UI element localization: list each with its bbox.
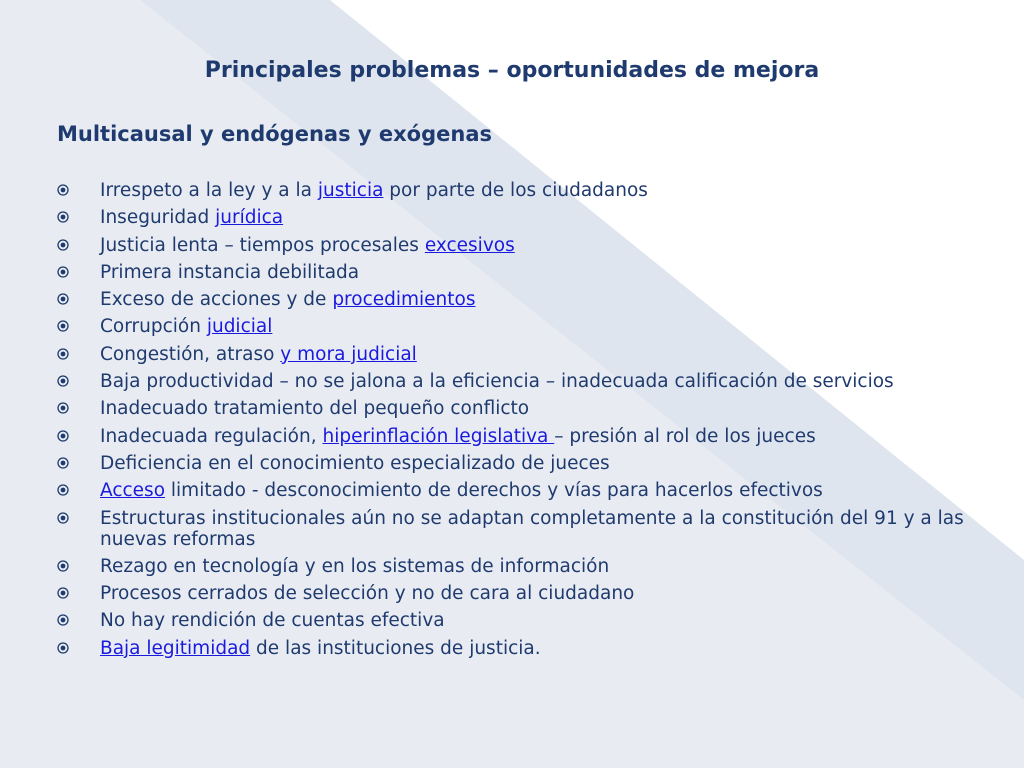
bullet-item: [57, 289, 967, 310]
bullet-item: [57, 344, 967, 365]
bullet-text: [100, 638, 541, 659]
bullet-text: [100, 426, 816, 447]
bullet-item: [57, 556, 967, 577]
slide-title: Principales problemas – oportunidades de mejora: [204, 58, 820, 83]
bullet-text: [100, 556, 609, 577]
bullet-text-after: limitado - desconocimiento de derechos y vías para hacerlos efectivos: [165, 480, 823, 502]
bullet-text: [100, 453, 610, 474]
bullet-link[interactable]: procedimientos: [332, 289, 476, 311]
bullet-text-before: Deficiencia en el conocimiento especializado de jueces: [100, 452, 610, 474]
bullet-text-before: Rezago en tecnología y en los sistemas de información: [100, 555, 610, 577]
circled-dot-bullet-icon: [57, 375, 69, 387]
circled-dot-bullet-icon: [57, 184, 69, 196]
bullet-item: [57, 180, 967, 201]
bullet-text: [100, 508, 964, 550]
bullet-item: [57, 508, 967, 550]
bullet-text-after: de las instituciones de justicia.: [250, 637, 541, 659]
bullet-text: [100, 180, 648, 201]
bullet-link[interactable]: excesivos: [424, 234, 515, 256]
bullet-text-before: Primera instancia debilitada: [100, 261, 360, 283]
bullet-text-before: Inadecuada regulación,: [100, 425, 323, 447]
bullet-text-before: Estructuras institucionales aún no se adaptan completamente a la constitución del 91 y a las nuevas reformas: [100, 507, 964, 550]
circled-dot-bullet-icon: [57, 614, 69, 626]
bullet-text-before: Justicia lenta – tiempos procesales: [100, 234, 425, 256]
bullet-text: [100, 398, 529, 419]
circled-dot-bullet-icon: [57, 239, 69, 251]
bullet-item: [57, 426, 967, 447]
bullet-text: [100, 583, 634, 604]
bullet-text: [100, 262, 359, 283]
bullet-item: [57, 480, 967, 501]
bullet-item: [57, 453, 967, 474]
bullet-text-before: Baja productividad – no se jalona a la eficiencia – inadecuada calificación de servicios: [100, 371, 894, 393]
bullet-text-before: Procesos cerrados de selección y no de cara al ciudadano: [100, 583, 635, 605]
circled-dot-bullet-icon: [57, 512, 69, 524]
bullet-item: [57, 235, 967, 256]
bullet-text: [100, 289, 476, 310]
circled-dot-bullet-icon: [57, 587, 69, 599]
bullet-item: [57, 583, 967, 604]
bullet-link[interactable]: judicial: [206, 316, 273, 338]
bullet-link[interactable]: hiperinflación legislativa: [322, 425, 555, 447]
bullet-text: [100, 610, 445, 631]
bullet-text: [100, 207, 283, 228]
bullet-text-after: por parte de los ciudadanos: [383, 180, 648, 201]
bullet-item: [57, 398, 967, 419]
circled-dot-bullet-icon: [57, 484, 69, 496]
circled-dot-bullet-icon: [57, 402, 69, 414]
circled-dot-bullet-icon: [57, 560, 69, 572]
bullet-list: [57, 180, 967, 665]
bullet-text: [100, 235, 515, 256]
bullet-text-before: Corrupción: [100, 316, 207, 338]
bullet-text-before: No hay rendición de cuentas efectiva: [100, 610, 445, 632]
bullet-item: [57, 610, 967, 631]
bullet-text-before: Irrespeto a la ley y a la: [100, 180, 318, 201]
circled-dot-bullet-icon: [57, 211, 69, 223]
bullet-link[interactable]: Baja legitimidad: [100, 637, 251, 659]
circled-dot-bullet-icon: [57, 430, 69, 442]
circled-dot-bullet-icon: [57, 320, 69, 332]
circled-dot-bullet-icon: [57, 457, 69, 469]
bullet-link[interactable]: y mora judicial: [280, 343, 417, 365]
bullet-text-after: – presión al rol de los jueces: [554, 425, 816, 447]
bullet-item: [57, 262, 967, 283]
bullet-text: [100, 316, 272, 337]
bullet-text: [100, 480, 823, 501]
bullet-link[interactable]: Acceso: [100, 480, 166, 502]
bullet-link[interactable]: justicia: [317, 180, 384, 201]
circled-dot-bullet-icon: [57, 293, 69, 305]
bullet-item: [57, 638, 967, 659]
circled-dot-bullet-icon: [57, 266, 69, 278]
bullet-text-before: Congestión, atraso: [100, 343, 281, 365]
bullet-item: [57, 207, 967, 228]
bullet-text: [100, 344, 417, 365]
bullet-item: [57, 316, 967, 337]
bullet-link[interactable]: jurídica: [215, 207, 284, 229]
bullet-text-before: Inadecuado tratamiento del pequeño conflicto: [100, 398, 530, 420]
bullet-text: [100, 371, 894, 392]
bullet-text-before: Inseguridad: [100, 207, 216, 229]
bullet-text-before: Exceso de acciones y de: [100, 289, 333, 311]
bullet-item: [57, 371, 967, 392]
circled-dot-bullet-icon: [57, 348, 69, 360]
circled-dot-bullet-icon: [57, 642, 69, 654]
slide-subtitle: Multicausal y endógenas y exógenas: [57, 122, 493, 146]
